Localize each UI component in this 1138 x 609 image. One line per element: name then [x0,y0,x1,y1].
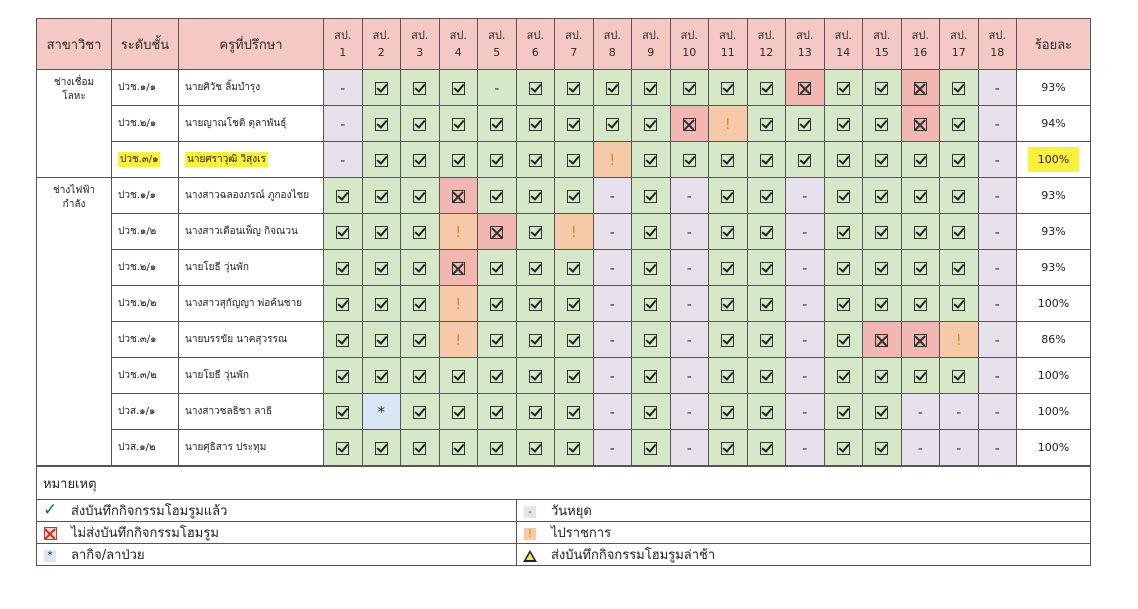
checked-box-icon [324,394,363,430]
level-cell: ปวส.๑/๑ [112,394,179,430]
percent-cell: 93% [1017,214,1091,250]
official-duty-mark: ! [439,214,478,250]
checked-box-icon [824,430,863,466]
teacher-cell: นางสาวเดือนเพ็ญ กิจณวน [179,214,324,250]
percent-cell: 100% [1017,286,1091,322]
holiday-mark: - [670,394,709,430]
header-week-6: สป. 6 [516,19,555,70]
checked-box-icon [863,70,902,106]
checked-box-icon [940,250,979,286]
checked-box-icon [555,394,594,430]
x-box-icon [670,106,709,142]
checked-box-icon [478,286,517,322]
checked-box-icon [747,286,786,322]
official-duty-mark: ! [439,322,478,358]
checked-box-icon [362,286,401,322]
teacher-cell: นายศุธิสาร ประทุม [179,430,324,466]
holiday-mark: - [978,70,1017,106]
checked-box-icon [401,322,440,358]
holiday-mark: - [670,178,709,214]
checked-box-icon [401,286,440,322]
table-row [37,250,1091,286]
checked-box-icon [747,322,786,358]
checked-box-icon [401,70,440,106]
holiday-mark: - [593,286,632,322]
teacher-cell: นายโยธี วุ่นพัก [179,358,324,394]
checked-box-icon [863,106,902,142]
checked-box-icon [901,142,940,178]
checked-box-icon [401,214,440,250]
checked-box-icon [324,214,363,250]
legend-official-duty: ! ไปราชการ [517,522,1091,544]
header-week-18: สป. 18 [978,19,1017,70]
checked-box-icon [863,142,902,178]
checked-box-icon [632,106,671,142]
checked-box-icon [324,358,363,394]
percent-cell: 100% [1017,430,1091,466]
checked-box-icon [478,250,517,286]
header-week-1: สป. 1 [324,19,363,70]
table-row [37,70,1091,106]
checked-box-icon [478,394,517,430]
legend-title: หมายเหตุ [37,467,1091,500]
checked-box-icon [555,322,594,358]
checked-box-icon [516,430,555,466]
branch-cell: ช่างไฟฟ้า กำลัง [37,178,112,466]
teacher-cell: นางสาวสุกัญญา พ่อค้นชาย [179,286,324,322]
checked-box-icon [940,358,979,394]
holiday-mark: - [978,250,1017,286]
checked-box-icon [362,106,401,142]
checked-box-icon [593,106,632,142]
holiday-mark: - [978,430,1017,466]
checked-box-icon [555,286,594,322]
header-week-10: สป. 10 [670,19,709,70]
x-box-icon [901,70,940,106]
header-percent: ร้อยละ [1017,19,1091,70]
holiday-mark: - [940,430,979,466]
percent-cell: 100% [1017,358,1091,394]
table-row [37,394,1091,430]
checked-box-icon [863,358,902,394]
x-box-icon [478,214,517,250]
holiday-mark: - [786,178,825,214]
holiday-mark: - [978,394,1017,430]
checked-box-icon [516,250,555,286]
header-week-2: สป. 2 [362,19,401,70]
checked-box-icon [709,70,748,106]
percent-cell: 94% [1017,106,1091,142]
checked-box-icon [709,250,748,286]
checked-box-icon [324,286,363,322]
percent-cell: 100% [1017,394,1091,430]
holiday-mark: - [593,214,632,250]
holiday-mark: - [978,178,1017,214]
header-week-15: สป. 15 [863,19,902,70]
legend-holiday: - วันหยุด [517,500,1091,522]
x-box-icon [44,527,57,540]
x-box-icon [439,250,478,286]
checked-box-icon [901,214,940,250]
checked-box-icon [747,394,786,430]
header-week-8: สป. 8 [593,19,632,70]
checked-box-icon [632,322,671,358]
checked-box-icon [401,358,440,394]
checked-box-icon [747,430,786,466]
teacher-cell: นายบรรขัย นาคสุวรรณ [179,322,324,358]
checked-box-icon [401,106,440,142]
holiday-mark: - [786,286,825,322]
teacher-cell: นายศิวัช ลิ้มบำรุง [179,70,324,106]
header-week-17: สป. 17 [940,19,979,70]
checked-box-icon [439,106,478,142]
legend-sick-leave: * ลากิจ/ลาป่วย [37,544,517,566]
warning-triangle-icon [523,550,537,562]
checked-box-icon [901,286,940,322]
checked-box-icon [863,286,902,322]
checked-box-icon [516,322,555,358]
holiday-mark: - [978,214,1017,250]
table-row [37,430,1091,466]
teacher-cell: นางสาวชลธิชา ลาธิ [179,394,324,430]
holiday-mark: - [901,430,940,466]
checked-box-icon [747,70,786,106]
checked-box-icon [709,142,748,178]
x-box-icon [439,178,478,214]
checked-box-icon [786,142,825,178]
report-sheet [36,18,1090,566]
checked-box-icon [709,286,748,322]
holiday-mark: - [670,322,709,358]
sick-leave-mark: * [362,394,401,430]
checked-box-icon [439,358,478,394]
checked-box-icon [940,106,979,142]
checked-box-icon [632,214,671,250]
checked-box-icon [362,322,401,358]
official-duty-mark: ! [709,106,748,142]
checked-box-icon [940,70,979,106]
holiday-mark: - [978,358,1017,394]
legend-not-submitted: ไม่ส่งบันทึกกิจกรรมโฮมรูม [37,522,517,544]
checked-box-icon [516,70,555,106]
teacher-cell: นายศราวุฒิ วิสุงเร [179,142,324,178]
x-box-icon [901,322,940,358]
checked-box-icon [632,286,671,322]
table-row [37,322,1091,358]
teacher-cell: นายญาณโชติ ตุลาพันธุ์ [179,106,324,142]
checked-box-icon [555,142,594,178]
legend-submitted: ✓ ส่งบันทึกกิจกรรมโฮมรูมแล้ว [37,500,517,522]
header-week-12: สป. 12 [747,19,786,70]
checked-box-icon [747,214,786,250]
checked-box-icon [478,106,517,142]
checked-box-icon [516,394,555,430]
checked-box-icon [863,178,902,214]
checked-box-icon [901,250,940,286]
checked-box-icon [478,322,517,358]
checked-box-icon [478,358,517,394]
holiday-mark: - [786,214,825,250]
checked-box-icon [478,142,517,178]
checked-box-icon [863,430,902,466]
checked-box-icon [747,178,786,214]
checked-box-icon [632,178,671,214]
checked-box-icon [940,286,979,322]
checked-box-icon [863,394,902,430]
checked-box-icon [324,250,363,286]
checked-box-icon [324,322,363,358]
checked-box-icon [362,430,401,466]
level-cell: ปวช.๑/๒ [112,214,179,250]
checked-box-icon [709,394,748,430]
table-row [37,358,1091,394]
header-week-5: สป. 5 [478,19,517,70]
table-row [37,214,1091,250]
checked-box-icon [362,142,401,178]
holiday-mark: - [940,394,979,430]
holiday-mark: - [593,322,632,358]
header-row [37,19,1091,70]
checked-box-icon [478,430,517,466]
legend-late: ส่งบันทึกกิจกรรมโฮมรูมล่าช้า [517,544,1091,566]
checked-box-icon [555,70,594,106]
checked-box-icon [747,358,786,394]
holiday-mark: - [593,178,632,214]
checked-box-icon [516,106,555,142]
legend-table [36,466,1091,566]
header-week-13: สป. 13 [786,19,825,70]
checked-box-icon [670,142,709,178]
checked-box-icon [709,358,748,394]
header-level: ระดับชั้น [112,19,179,70]
holiday-mark: - [978,286,1017,322]
checked-box-icon [516,214,555,250]
header-branch: สาขาวิชา [37,19,112,70]
checked-box-icon [478,178,517,214]
percent-cell: 86% [1017,322,1091,358]
checked-box-icon [824,358,863,394]
checked-box-icon [555,178,594,214]
official-duty-mark: ! [940,322,979,358]
checked-box-icon [940,214,979,250]
checked-box-icon [362,250,401,286]
header-week-3: สป. 3 [401,19,440,70]
checked-box-icon [516,178,555,214]
checked-box-icon [824,214,863,250]
percent-cell: 93% [1017,250,1091,286]
checked-box-icon [824,142,863,178]
level-cell: ปวช.๑/๑ [112,70,179,106]
checked-box-icon [824,178,863,214]
holiday-mark: - [324,106,363,142]
checked-box-icon [940,178,979,214]
checked-box-icon [439,394,478,430]
checked-box-icon [747,106,786,142]
percent-cell: 93% [1017,178,1091,214]
checked-box-icon [324,178,363,214]
holiday-mark: - [670,286,709,322]
holiday-mark: - [593,430,632,466]
checked-box-icon [362,214,401,250]
header-week-14: สป. 14 [824,19,863,70]
x-box-icon [901,106,940,142]
holiday-mark: - [786,394,825,430]
header-week-11: สป. 11 [709,19,748,70]
checked-box-icon [709,178,748,214]
checked-box-icon [824,250,863,286]
teacher-cell: นางสาวฉลองภรณ์ ภูกองไชย [179,178,324,214]
checked-box-icon [901,358,940,394]
table-row [37,142,1091,178]
checked-box-icon [439,430,478,466]
holiday-mark: - [478,70,517,106]
checked-box-icon [555,250,594,286]
level-cell: ปวส.๑/๒ [112,430,179,466]
checked-box-icon [362,178,401,214]
checked-box-icon [670,70,709,106]
duty-swatch-icon: ! [524,528,536,540]
checked-box-icon [824,286,863,322]
sick-swatch-icon: * [44,550,56,562]
checked-box-icon [747,142,786,178]
holiday-mark: - [670,214,709,250]
holiday-mark: - [978,142,1017,178]
holiday-mark: - [786,322,825,358]
holiday-mark: - [786,430,825,466]
checked-box-icon [863,214,902,250]
official-duty-mark: ! [593,142,632,178]
checked-box-icon [863,250,902,286]
header-week-16: สป. 16 [901,19,940,70]
holiday-mark: - [670,250,709,286]
checked-box-icon [632,250,671,286]
checked-box-icon [786,106,825,142]
checked-box-icon [709,430,748,466]
holiday-mark: - [786,250,825,286]
holiday-mark: - [670,430,709,466]
header-week-7: สป. 7 [555,19,594,70]
checked-box-icon [747,250,786,286]
checked-box-icon [401,178,440,214]
percent-cell: 100% [1017,142,1091,178]
header-week-4: สป. 4 [439,19,478,70]
level-cell: ปวช.๓/๑ [112,142,179,178]
table-row [37,106,1091,142]
x-box-icon [863,322,902,358]
checked-box-icon [824,70,863,106]
homeroom-table [36,18,1091,466]
holiday-mark: - [978,106,1017,142]
checked-box-icon [362,358,401,394]
branch-cell: ช่างเชื่อม โลหะ [37,70,112,178]
checked-box-icon [401,142,440,178]
checked-box-icon [555,358,594,394]
checked-box-icon [555,430,594,466]
level-cell: ปวช.๓/๒ [112,358,179,394]
official-duty-mark: ! [555,214,594,250]
checked-box-icon [555,106,594,142]
holiday-mark: - [901,394,940,430]
checked-box-icon [362,70,401,106]
checked-box-icon [901,178,940,214]
official-duty-mark: ! [439,286,478,322]
header-teacher: ครูที่ปรึกษา [179,19,324,70]
checked-box-icon [709,322,748,358]
checked-box-icon [516,142,555,178]
checked-box-icon [439,142,478,178]
checked-box-icon [632,142,671,178]
holiday-mark: - [593,250,632,286]
checked-box-icon [824,394,863,430]
holiday-mark: - [593,358,632,394]
checked-box-icon [401,394,440,430]
checked-box-icon [824,322,863,358]
holiday-mark: - [786,358,825,394]
holiday-mark: - [978,322,1017,358]
checked-box-icon [593,70,632,106]
holiday-mark: - [324,142,363,178]
holiday-mark: - [670,358,709,394]
level-cell: ปวช.๑/๑ [112,178,179,214]
holiday-mark: - [593,394,632,430]
teacher-cell: นายโยธี วุ่นพัก [179,250,324,286]
checked-box-icon [709,214,748,250]
percent-cell: 93% [1017,70,1091,106]
checked-box-icon [632,358,671,394]
level-cell: ปวช.๒/๑ [112,106,179,142]
checked-box-icon [324,430,363,466]
checked-box-icon [401,430,440,466]
level-cell: ปวช.๓/๑ [112,322,179,358]
checkmark-icon: ✓ [43,500,58,520]
holiday-swatch-icon: - [524,506,536,518]
checked-box-icon [516,358,555,394]
holiday-mark: - [324,70,363,106]
checked-box-icon [439,70,478,106]
level-cell: ปวช.๒/๑ [112,250,179,286]
header-week-9: สป. 9 [632,19,671,70]
table-row [37,178,1091,214]
checked-box-icon [516,286,555,322]
checked-box-icon [632,394,671,430]
level-cell: ปวช.๒/๒ [112,286,179,322]
table-row [37,286,1091,322]
checked-box-icon [632,70,671,106]
x-box-icon [786,70,825,106]
checked-box-icon [632,430,671,466]
checked-box-icon [940,142,979,178]
checked-box-icon [401,250,440,286]
checked-box-icon [824,106,863,142]
